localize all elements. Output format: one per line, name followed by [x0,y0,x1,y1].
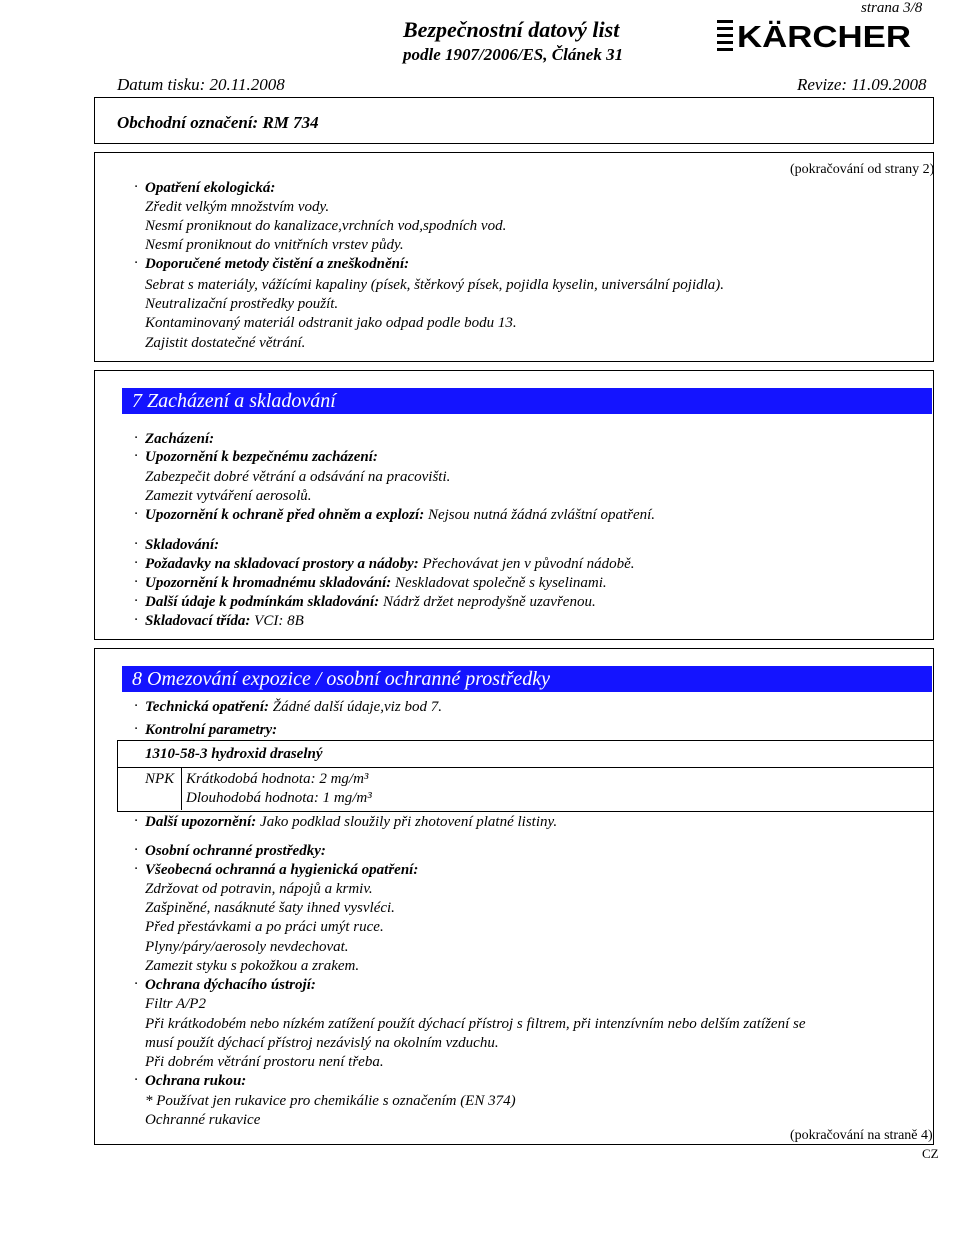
safe-line: Zamezit vytváření aerosolů. [145,488,312,504]
doc-title: Bezpečnostní datový list [403,17,620,42]
long-term-value: Dlouhodobá hodnota: 1 mg/m³ [186,790,372,806]
storage-more-line: Další údaje k podmínkám skladování: Nádrž držet neprodyšně uzavřenou. [145,594,596,610]
hygiene-line: Zdržovat od potravin, nápojů a krmiv. [145,881,373,897]
note-line: Další upozornění: Jako podklad sloužily při zhotovení platné listiny. [145,814,558,830]
hygiene-line: Před přestávkami a po práci umýt ruce. [145,919,384,935]
karcher-logo [717,18,913,52]
tech-line: Technická opatření: Žádné další údaje,viz bod 7. [145,699,442,715]
product-name: Obchodní označení: RM 734 [117,113,319,132]
storage-label: Skladování: [145,537,220,553]
handling-label: Zacházení: [145,431,215,447]
clean-line: Kontaminovaný materiál odstranit jako odpad podle bodu 13. [145,315,517,331]
clean-line: Zajistit dostatečné větrání. [145,335,306,351]
page-number: strana 3/8 [861,0,923,16]
safe-handling-label: Upozornění k bezpečnému zacházení: [145,449,378,465]
clean-line: Neutralizační prostředky použít. [145,296,339,312]
print-date: Datum tisku: 20.11.2008 [117,75,285,94]
hygiene-label: Všeobecná ochranná a hygienická opatření: [145,862,419,878]
table-divider [117,767,933,768]
npk-label: NPK [145,771,175,787]
storage-req-line: Požadavky na skladovací prostory a nádoby: Přechovávat jen v původní nádobě. [145,556,635,572]
respiratory-line: Při krátkodobém nebo nízkém zatížení použít dýchací přístroj s filtrem, při intenzívním nebo delším zatížení se [145,1016,806,1032]
table-divider [181,767,182,810]
continued-from: (pokračování od strany 2) [790,162,935,177]
fire-line: Upozornění k ochraně před ohněm a explozí: Nejsou nutná žádná zvláštní opatření. [145,507,656,523]
eco-line: Zředit velkým množstvím vody. [145,199,330,215]
continued-to: (pokračování na straně 4) [790,1128,933,1143]
hand-line: * Používat jen rukavice pro chemikálie s označením (EN 374) [145,1093,516,1109]
eco-label: Opatření ekologická: [145,180,276,196]
safe-line: Zabezpečit dobré větrání a odsávání na pracovišti. [145,469,451,485]
revision-date: Revize: 11.09.2008 [797,75,927,94]
hygiene-line: Zamezit styku s pokožkou a zrakem. [145,958,360,974]
eco-line: Nesmí proniknout do vnitřních vrstev půdy. [145,237,404,253]
eco-line: Nesmí proniknout do kanalizace,vrchních vod,spodních vod. [145,218,507,234]
hand-line: Ochranné rukavice [145,1112,261,1128]
respiratory-line: musí použít dýchací přístroj nezávislý na okolním vzduchu. [145,1035,499,1051]
ppe-label: Osobní ochranné prostředky: [145,843,326,859]
section8-title: 8 Omezování expozice / osobní ochranné prostředky [122,666,932,692]
section7-title: 7 Zacházení a skladování [122,388,932,414]
respiratory-label: Ochrana dýchacího ústrojí: [145,977,316,993]
respiratory-line: Filtr A/P2 [145,996,206,1012]
short-term-value: Krátkodobá hodnota: 2 mg/m³ [186,771,369,787]
hygiene-line: Plyny/páry/aerosoly nevdechovat. [145,939,349,955]
storage-bulk-line: Upozornění k hromadnému skladování: Neskladovat společně s kyselinami. [145,575,607,591]
language-code: CZ [922,1146,939,1161]
substance-name: 1310-58-3 hydroxid draselný [145,746,323,762]
hand-label: Ochrana rukou: [145,1073,247,1089]
storage-class-line: Skladovací třída: VCI: 8B [145,613,304,629]
hygiene-line: Zašpiněné, nasáknuté šaty ihned vysvléci. [145,900,395,916]
clean-label: Doporučené metody čistění a zneškodnění: [145,256,410,272]
clean-line: Sebrat s materiály, vážícími kapaliny (písek, štěrkový písek, pojidla kyselin, universální pojidla). [145,277,725,293]
respiratory-line: Při dobrém větrání prostoru není třeba. [145,1054,384,1070]
doc-subtitle: podle 1907/2006/ES, Článek 31 [403,45,624,64]
svg-text:KÄRCHER: KÄRCHER [737,19,911,52]
control-label: Kontrolní parametry: [145,722,278,738]
